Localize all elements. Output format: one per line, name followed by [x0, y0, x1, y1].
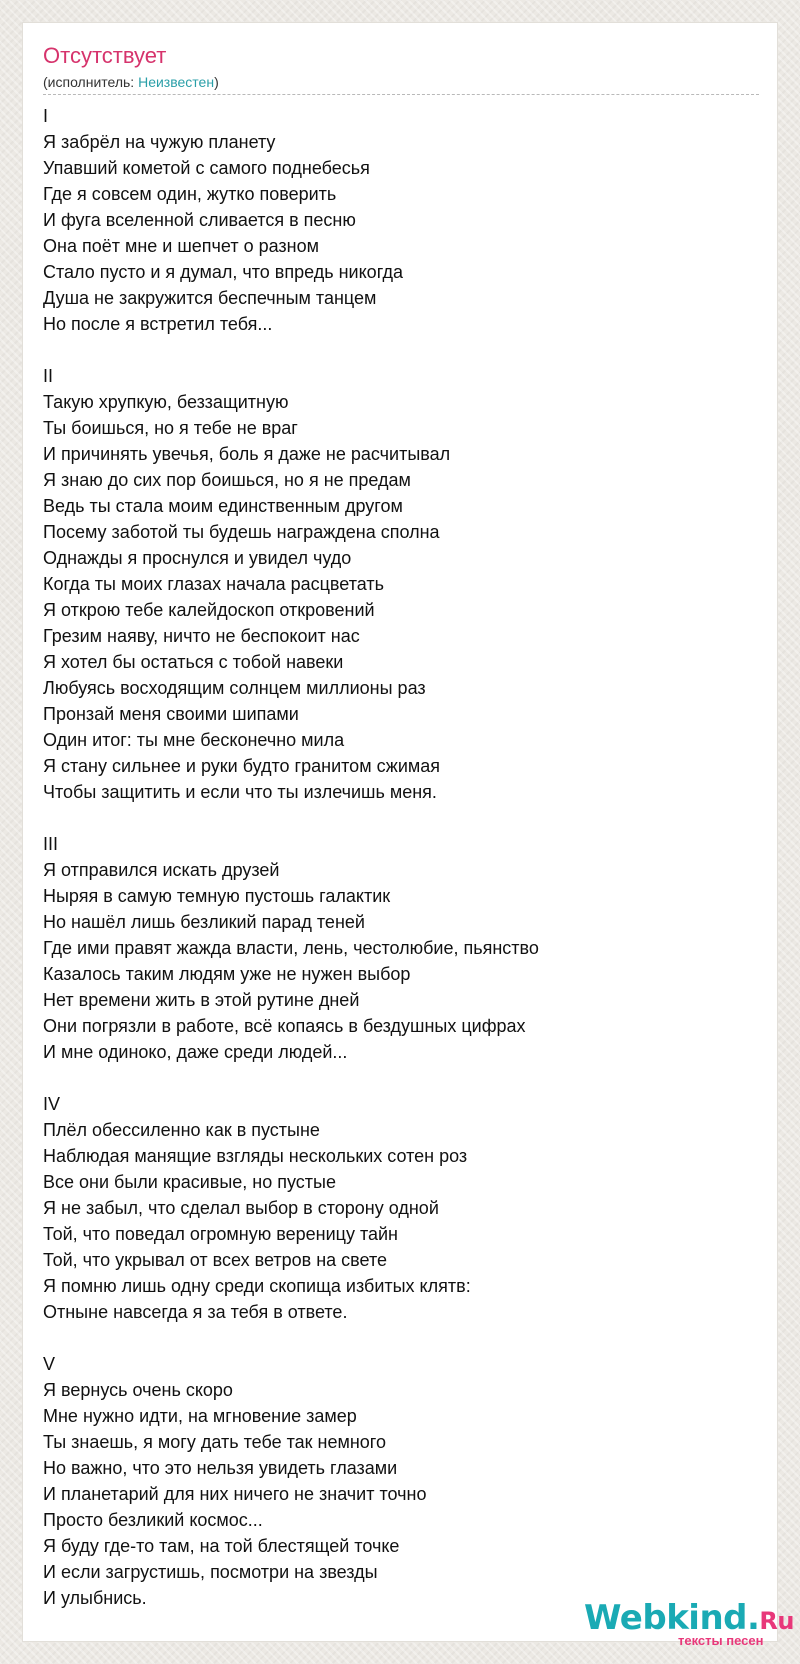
lyric-line: Ныряя в самую темную пустошь галактик — [43, 886, 391, 906]
lyric-line: Когда ты моих глазах начала расцветать — [43, 574, 384, 594]
lyric-line: Я забрёл на чужую планету — [43, 132, 276, 152]
lyric-blank-line — [43, 1065, 743, 1091]
lyric-line: V — [43, 1354, 56, 1374]
lyric-line: Однажды я проснулся и увидел чудо — [43, 548, 352, 568]
lyric-line: И улыбнись. — [43, 1588, 147, 1608]
lyric-line: Где ими правят жажда власти, лень, честолюбие, пьянство — [43, 938, 539, 958]
lyric-line: Я стану сильнее и руки будто гранитом сжимая — [43, 756, 441, 776]
lyric-line: Нет времени жить в этой рутине дней — [43, 990, 360, 1010]
lyrics-body — [43, 103, 743, 1611]
lyric-line: Плёл обессиленно как в пустыне — [43, 1120, 320, 1140]
lyric-line: II — [43, 366, 54, 386]
lyric-blank-line — [43, 337, 743, 363]
lyric-line: Грезим наяву, ничто не беспокоит нас — [43, 626, 360, 646]
lyric-line: Но важно, что это нельзя увидеть глазами — [43, 1458, 398, 1478]
lyric-line: I — [43, 106, 49, 126]
site-watermark — [584, 1598, 794, 1650]
watermark-subtitle: тексты песен — [678, 1633, 764, 1648]
lyric-line: Я знаю до сих пор боишься, но я не предам — [43, 470, 411, 490]
lyric-line: Такую хрупкую, беззащитную — [43, 392, 289, 412]
lyric-line: Душа не закружится беспечным танцем — [43, 288, 377, 308]
lyric-line: IV — [43, 1094, 61, 1114]
lyric-line: Но после я встретил тебя... — [43, 314, 273, 334]
lyric-line: И мне одиноко, даже среди людей... — [43, 1042, 348, 1062]
lyric-line: Я не забыл, что сделал выбор в сторону одной — [43, 1198, 439, 1218]
lyric-line: Просто безликий космос... — [43, 1510, 263, 1530]
artist-line — [43, 73, 219, 91]
lyric-line: Пронзай меня своими шипами — [43, 704, 299, 724]
lyric-line: Ты знаешь, я могу дать тебе так немного — [43, 1432, 386, 1452]
lyric-line: Стало пусто и я думал, что впредь никогда — [43, 262, 403, 282]
lyric-line: Но нашёл лишь безликий парад теней — [43, 912, 365, 932]
lyric-blank-line — [43, 805, 743, 831]
lyric-line: Я отправился искать друзей — [43, 860, 280, 880]
lyric-blank-line — [43, 1325, 743, 1351]
lyric-line: Мне нужно идти, на мгновение замер — [43, 1406, 357, 1426]
lyric-line: И причинять увечья, боль я даже не расчитывал — [43, 444, 451, 464]
artist-link[interactable]: Неизвестен — [138, 74, 215, 90]
lyric-line: Один итог: ты мне бесконечно мила — [43, 730, 345, 750]
lyric-line: И если загрустишь, посмотри на звезды — [43, 1562, 378, 1582]
lyric-line: Все они были красивые, но пустые — [43, 1172, 336, 1192]
lyric-line: Чтобы защитить и если что ты излечишь меня. — [43, 782, 437, 802]
lyric-line: Я хотел бы остаться с тобой навеки — [43, 652, 344, 672]
watermark-dot: . — [747, 1598, 760, 1638]
lyric-line: Где я совсем один, жутко поверить — [43, 184, 337, 204]
watermark-tld: Ru — [759, 1607, 794, 1635]
lyric-line: Казалось таким людям уже не нужен выбор — [43, 964, 411, 984]
lyric-line: И фуга вселенной сливается в песню — [43, 210, 356, 230]
lyric-line: Ведь ты стала моим единственным другом — [43, 496, 403, 516]
lyric-line: Ты боишься, но я тебе не враг — [43, 418, 298, 438]
lyric-line: III — [43, 834, 59, 854]
artist-suffix: ) — [214, 74, 219, 90]
lyric-line: Наблюдая манящие взгляды нескольких сотен роз — [43, 1146, 468, 1166]
lyric-line: Я открою тебе калейдоскоп откровений — [43, 600, 375, 620]
lyric-line: Отныне навсегда я за тебя в ответе. — [43, 1302, 348, 1322]
lyric-line: Они погрязли в работе, всё копаясь в бездушных цифрах — [43, 1016, 526, 1036]
lyric-line: Я вернусь очень скоро — [43, 1380, 233, 1400]
lyric-line: Той, что поведал огромную вереницу тайн — [43, 1224, 398, 1244]
song-title: Отсутствует — [43, 43, 167, 68]
lyric-line: Упавший кометой с самого поднебесья — [43, 158, 370, 178]
artist-prefix: (исполнитель: — [43, 74, 139, 90]
lyric-line: Любуясь восходящим солнцем миллионы раз — [43, 678, 426, 698]
watermark-brand: Webkind — [584, 1598, 747, 1638]
lyric-line: Той, что укрывал от всех ветров на свете — [43, 1250, 388, 1270]
lyric-line: Я помню лишь одну среди скопища избитых клятв: — [43, 1276, 471, 1296]
lyric-line: Она поёт мне и шепчет о разном — [43, 236, 319, 256]
lyric-line: Посему заботой ты будешь награждена сполна — [43, 522, 440, 542]
header-divider — [43, 94, 759, 95]
lyric-line: И планетарий для них ничего не значит точно — [43, 1484, 427, 1504]
lyrics-card — [22, 22, 778, 1642]
lyric-line: Я буду где-то там, на той блестящей точке — [43, 1536, 400, 1556]
